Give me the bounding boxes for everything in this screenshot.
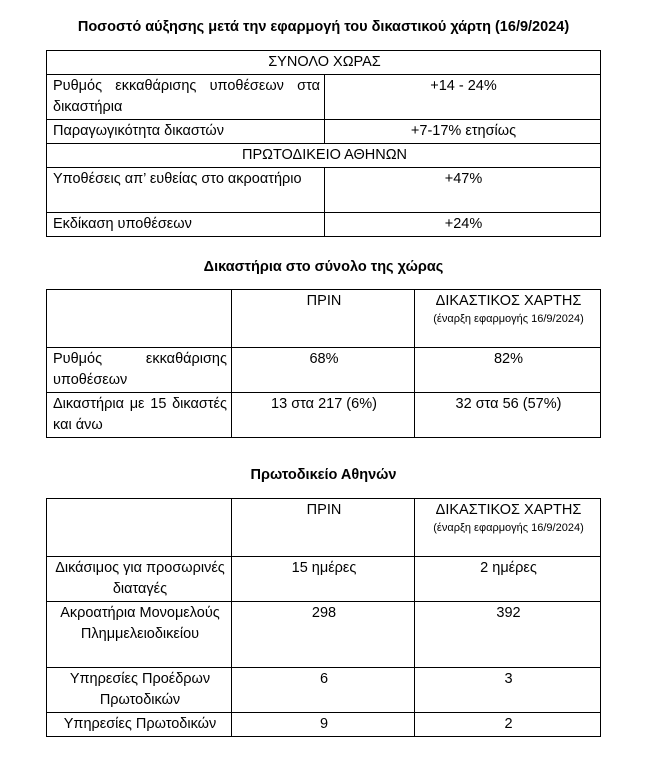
row-before: 9: [232, 713, 415, 737]
table-header-row: [47, 499, 601, 557]
table-row: [47, 668, 601, 713]
header-after-note: (έναρξη εφαρμογής 16/9/2024): [433, 313, 584, 325]
row-value: +7-17% ετησίως: [325, 120, 601, 144]
row-value: +14 - 24%: [325, 75, 601, 120]
header-after-label: ΔΙΚΑΣΤΙΚΟΣ ΧΑΡΤΗΣ: [435, 502, 582, 518]
athens-court-table: [46, 498, 601, 737]
header-before: ΠΡΙΝ: [232, 499, 415, 557]
row-after: 3: [415, 668, 601, 713]
row-value: +24%: [325, 213, 601, 237]
row-after: 2 ημέρες: [415, 557, 601, 602]
summary-increase-table: [46, 50, 601, 237]
row-after: 82%: [415, 348, 601, 393]
row-before: 68%: [232, 348, 415, 393]
table-row: [47, 120, 601, 144]
table-row: [47, 213, 601, 237]
header-after-note: (έναρξη εφαρμογής 16/9/2024): [433, 522, 584, 534]
header-empty-cell: [47, 290, 232, 348]
row-after: 392: [415, 602, 601, 668]
row-before: 15 ημέρες: [232, 557, 415, 602]
table-section-header: [47, 144, 601, 168]
table-row: [47, 557, 601, 602]
row-value: +47%: [325, 168, 601, 213]
row-after: 32 στα 56 (57%): [415, 393, 601, 438]
row-label: Εκδίκαση υποθέσεων: [47, 213, 325, 237]
table-row: [47, 75, 601, 120]
table-row: [47, 348, 601, 393]
row-before: 13 στα 217 (6%): [232, 393, 415, 438]
section-title-country: ΣΥΝΟΛΟ ΧΩΡΑΣ: [47, 51, 601, 75]
row-label: Ρυθμός εκκαθάρισης υποθέσεων: [47, 348, 232, 393]
row-label: Υπηρεσίες Προέδρων Πρωτοδικών: [47, 668, 232, 713]
row-label: Υπηρεσίες Πρωτοδικών: [47, 713, 232, 737]
row-label: Υποθέσεις απ’ ευθείας στο ακροατήριο: [47, 168, 325, 213]
row-label: Παραγωγικότητα δικαστών: [47, 120, 325, 144]
row-label: Δικαστήρια με 15 δικαστές και άνω: [47, 393, 232, 438]
row-after: 2: [415, 713, 601, 737]
table-row: [47, 713, 601, 737]
header-after: [415, 290, 601, 348]
row-before: 6: [232, 668, 415, 713]
row-label: Ρυθμός εκκαθάρισης υποθέσεων στα δικαστήρια: [47, 75, 325, 120]
table-row: [47, 168, 601, 213]
header-before: ΠΡΙΝ: [232, 290, 415, 348]
table-header-row: [47, 290, 601, 348]
table-section-header: [47, 51, 601, 75]
section-heading-country-courts: Δικαστήρια στο σύνολο της χώρας: [203, 259, 444, 275]
row-before: 298: [232, 602, 415, 668]
row-label: Δικάσιμος για προσωρινές διαταγές: [47, 557, 232, 602]
header-empty-cell: [47, 499, 232, 557]
section-heading-athens-court: Πρωτοδικείο Αθηνών: [250, 467, 397, 483]
document-title: Ποσοστό αύξησης μετά την εφαρμογή του δικαστικού χάρτη (16/9/2024): [77, 19, 570, 35]
country-courts-table: [46, 289, 601, 438]
header-after: [415, 499, 601, 557]
row-label: Ακροατήρια Μονομελούς Πλημμελειοδικείου: [47, 602, 232, 668]
section-title-athens: ΠΡΩΤΟΔΙΚΕΙΟ ΑΘΗΝΩΝ: [47, 144, 601, 168]
table-row: [47, 393, 601, 438]
header-after-label: ΔΙΚΑΣΤΙΚΟΣ ΧΑΡΤΗΣ: [435, 293, 582, 309]
table-row: [47, 602, 601, 668]
